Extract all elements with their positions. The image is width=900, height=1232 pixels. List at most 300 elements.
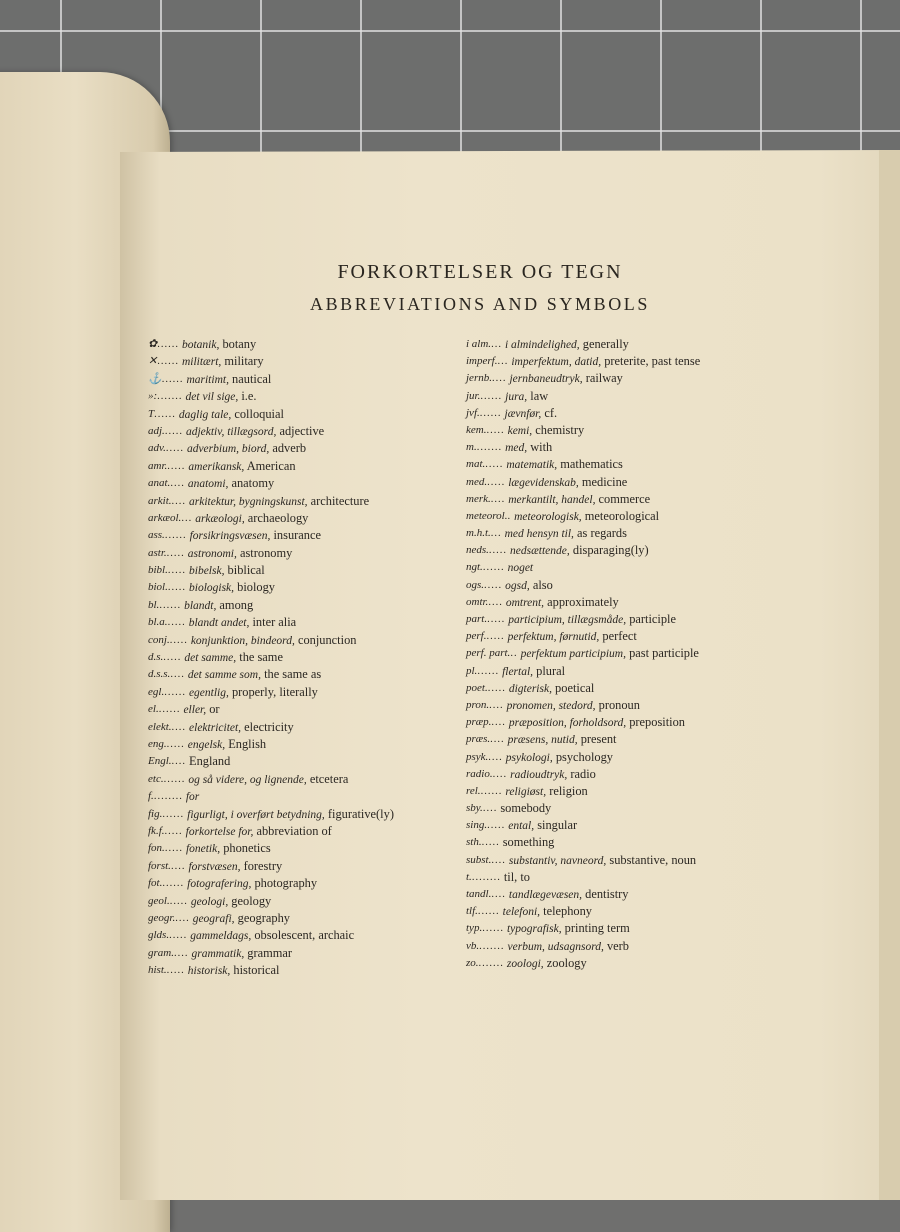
definition	[503, 834, 555, 851]
english-definition: as regards	[573, 526, 627, 541]
definition	[505, 439, 552, 456]
english-definition: railway	[582, 371, 623, 386]
english-definition: dentistry	[582, 887, 629, 901]
danish-definition: arkæologi,	[195, 512, 245, 525]
danish-definition: flertal,	[502, 665, 534, 678]
abbreviation: merk.	[466, 492, 491, 505]
abbreviation-entry	[466, 542, 766, 559]
leader-dots: ....	[171, 495, 187, 507]
abbreviation-entry	[148, 806, 448, 823]
english-definition: participle	[626, 612, 676, 626]
leader-dots: .....	[165, 443, 184, 455]
english-definition: the same as	[260, 667, 322, 682]
abbreviation: adj.	[148, 424, 165, 437]
definition	[191, 945, 292, 962]
abbreviation: elekt.	[148, 720, 172, 733]
definition	[187, 440, 306, 457]
abbreviation: ass.	[148, 529, 165, 542]
abbreviation-entry	[148, 684, 448, 701]
leader-dots: .......	[476, 442, 503, 454]
english-definition: insurance	[270, 528, 321, 543]
abbreviation-entry	[148, 475, 448, 492]
danish-definition: participium, tillægsmåde,	[508, 614, 627, 626]
abbreviation-entry	[466, 955, 766, 972]
abbreviation-entry	[148, 927, 448, 944]
abbreviation: poet.	[466, 681, 488, 694]
abbreviation: geogr.	[148, 911, 176, 924]
leader-dots: ......	[480, 785, 503, 797]
abbreviation: vb.	[466, 939, 480, 952]
danish-definition: fotografering,	[187, 878, 252, 891]
danish-definition: imperfektum, datid,	[511, 356, 602, 369]
definition	[508, 422, 585, 439]
english-definition: perfect	[599, 629, 637, 644]
definition	[510, 766, 596, 783]
abbreviation: jvf.	[466, 406, 480, 419]
definition	[187, 806, 394, 823]
danish-definition: lægevidenskab,	[508, 476, 579, 489]
abbreviation-entry	[466, 920, 766, 937]
danish-definition: forstvæsen,	[188, 860, 241, 873]
english-definition: with	[527, 440, 553, 455]
abbreviation-entry	[466, 611, 766, 628]
leader-dots: .....	[167, 582, 186, 594]
leader-dots: .....	[166, 965, 185, 977]
abbreviation-entry	[466, 663, 766, 680]
abbreviation-entry	[148, 388, 448, 405]
leader-dots: ....	[488, 751, 503, 763]
abbreviation: ✕	[148, 355, 158, 368]
definition	[186, 423, 324, 440]
abbreviation-entry	[148, 858, 448, 875]
definition	[195, 510, 308, 527]
leader-dots: ......	[477, 906, 500, 918]
abbreviation-entry	[466, 594, 766, 611]
leader-dots: .....	[486, 631, 505, 643]
definition	[509, 370, 622, 387]
abbreviation: geol.	[148, 894, 170, 907]
danish-definition: det samme som,	[187, 669, 261, 682]
leader-dots: .....	[484, 579, 503, 591]
abbreviation-entry	[148, 510, 448, 527]
definition	[179, 406, 284, 423]
abbreviation: zo.	[466, 956, 479, 969]
definition	[509, 680, 594, 697]
danish-definition: telefoni,	[502, 906, 541, 919]
english-definition: mathematics	[557, 457, 623, 472]
abbreviation-entry	[148, 701, 448, 718]
abbreviation: pron.	[466, 698, 490, 711]
abbreviation-entry	[148, 632, 448, 649]
definition	[189, 753, 230, 770]
leader-dots: ......	[158, 704, 181, 716]
abbreviation-entry	[466, 903, 766, 920]
leader-dots: .....	[163, 652, 182, 664]
danish-definition: elektricitet,	[189, 721, 242, 734]
leader-dots: ...	[490, 528, 502, 540]
leader-dots: .....	[164, 843, 183, 855]
abbreviation-entry	[466, 817, 766, 834]
abbreviation-entry	[466, 456, 766, 473]
abbreviation: subst.	[466, 853, 492, 866]
english-definition: American	[244, 458, 296, 473]
abbreviation: radio.	[466, 767, 493, 780]
abbreviation-entry	[148, 649, 448, 666]
abbreviation-entry	[466, 370, 766, 387]
definition	[508, 938, 630, 955]
english-definition: phonetics	[220, 841, 271, 856]
danish-definition: for	[185, 791, 200, 804]
english-definition: chemistry	[532, 422, 585, 437]
leader-dots: ....	[488, 596, 503, 608]
leader-dots: ....	[490, 493, 506, 505]
abbreviation-entry	[148, 336, 448, 353]
danish-definition: digterisk,	[508, 682, 552, 695]
abbreviation-entry	[466, 388, 766, 405]
page-right-edge	[879, 150, 900, 1200]
english-definition: preterite, past tense	[601, 354, 701, 369]
english-definition: archaeology	[244, 510, 309, 525]
english-definition: zoology	[543, 955, 587, 970]
abbreviation: etc.	[148, 772, 164, 785]
abbreviation: i alm.	[466, 338, 492, 350]
english-definition: biblical	[224, 563, 265, 578]
leader-dots: ....	[491, 717, 506, 729]
danish-definition: med,	[505, 442, 528, 455]
abbreviation: eng.	[148, 737, 167, 750]
english-definition: biology	[234, 580, 276, 595]
danish-definition: nedsættende,	[510, 545, 570, 558]
leader-dots: ........	[153, 791, 183, 803]
leader-dots: .....	[169, 930, 188, 942]
definition	[502, 663, 565, 680]
abbreviation: kem.	[466, 423, 487, 436]
abbreviation: »:	[148, 390, 158, 403]
danish-definition: jævnfør,	[504, 407, 542, 420]
danish-definition: perfektum, førnutid,	[507, 631, 600, 644]
definition	[188, 545, 293, 562]
abbreviation: glds.	[148, 929, 170, 942]
english-definition: conjunction	[294, 632, 357, 647]
abbreviation: bl.a.	[148, 616, 168, 629]
danish-definition: forsikringsvæsen,	[189, 530, 271, 543]
danish-definition: amerikansk,	[188, 460, 245, 473]
english-definition: adverb	[269, 441, 307, 456]
leader-dots: .......	[157, 391, 183, 403]
abbreviation-entry	[148, 910, 448, 927]
abbreviation-entry	[466, 714, 766, 731]
english-definition: present	[577, 732, 617, 747]
english-definition: botany	[219, 337, 257, 351]
leader-dots: ....	[175, 912, 190, 924]
definition	[188, 858, 282, 875]
abbreviation-entry	[466, 766, 766, 783]
page-title-danish: FORKORTELSER OG TEGN	[337, 261, 623, 283]
definition	[507, 955, 587, 972]
danish-definition: geografi,	[192, 912, 235, 925]
definition	[508, 611, 676, 628]
english-definition: nautical	[228, 371, 272, 386]
leader-dots: .....	[487, 682, 506, 694]
danish-definition: fonetik,	[185, 843, 221, 856]
danish-definition: verbum, udsagnsord,	[507, 940, 604, 953]
abbreviation: m.h.t.	[466, 527, 491, 540]
definition	[182, 353, 264, 370]
abbreviation-entry	[148, 353, 448, 370]
danish-definition: figurligt, i overført betydning,	[187, 808, 325, 821]
abbreviation-entry	[148, 962, 448, 979]
leader-dots: .....	[167, 565, 186, 577]
abbreviation: ogs.	[466, 578, 485, 591]
abbreviation-entry	[148, 788, 448, 805]
danish-definition: arkitektur, bygningskunst,	[189, 495, 308, 508]
leader-dots: .....	[167, 617, 186, 629]
danish-definition: typografisk,	[506, 923, 562, 936]
definition	[189, 684, 318, 701]
danish-definition: ental,	[508, 820, 535, 833]
english-definition: til, to	[503, 869, 530, 884]
leader-dots: .....	[166, 547, 185, 559]
english-definition: etcetera	[306, 771, 349, 786]
english-definition: religion	[546, 783, 588, 798]
definition	[190, 527, 321, 544]
abbreviation-entry	[148, 840, 448, 857]
danish-definition: geologi,	[190, 895, 229, 908]
leader-dots: ......	[480, 390, 503, 402]
definition	[511, 353, 700, 370]
danish-definition: perfektum participium,	[520, 648, 626, 661]
abbreviation-entry	[148, 875, 448, 892]
leader-dots: .....	[169, 895, 188, 907]
english-definition: England	[189, 754, 231, 769]
english-definition: somebody	[500, 801, 552, 816]
definition	[505, 783, 587, 800]
definition	[505, 336, 629, 353]
abbreviation-entry	[466, 783, 766, 800]
english-definition: medicine	[578, 474, 628, 489]
english-definition: astronomy	[236, 545, 293, 560]
english-definition: among	[216, 597, 254, 612]
abbreviation-entry	[466, 508, 766, 525]
page-title-english: ABBREVIATIONS AND SYMBOLS	[309, 294, 651, 314]
abbreviation-entry	[148, 597, 448, 614]
english-definition: pronoun	[595, 697, 640, 712]
leader-dots: ....	[170, 478, 185, 490]
abbreviation: præp.	[466, 716, 492, 729]
english-definition: plural	[533, 663, 566, 678]
definition	[190, 927, 354, 944]
definition	[186, 788, 199, 805]
english-definition: meteorological	[581, 508, 660, 523]
abbreviation: adv.	[148, 442, 166, 455]
abbreviation-entry	[148, 458, 448, 475]
definition	[188, 771, 348, 788]
abbreviation: fig.	[148, 807, 163, 820]
definition	[508, 559, 534, 576]
danish-definition: jura,	[505, 390, 528, 403]
abbreviation-entry	[466, 869, 766, 886]
definition	[188, 666, 321, 683]
danish-definition: meteorologisk,	[514, 510, 582, 523]
abbreviation: forst.	[148, 859, 171, 872]
abbreviation: Engl.	[148, 755, 172, 768]
english-definition: military	[221, 354, 264, 369]
abbreviation: præs.	[466, 733, 491, 746]
danish-definition: adjektiv, tillægsord,	[185, 425, 277, 438]
leader-dots: ......	[164, 530, 187, 542]
abbreviation-entry	[148, 440, 448, 457]
definition	[509, 714, 685, 731]
abbreviation-entry	[466, 834, 766, 851]
english-definition: anatomy	[228, 476, 275, 491]
abbreviation: med.	[466, 475, 488, 488]
abbreviation: perf. part.	[466, 647, 511, 660]
abbreviation: perf.	[466, 630, 487, 643]
english-definition: also	[529, 577, 553, 592]
english-definition: poetical	[551, 680, 595, 695]
abbreviation: d.s.	[148, 651, 164, 664]
leader-dots: .....	[487, 820, 506, 832]
leader-dots: ......	[161, 373, 184, 385]
abbreviation-entry	[466, 628, 766, 645]
danish-definition: omtrent,	[505, 596, 545, 609]
english-definition: abbreviation of	[253, 823, 332, 838]
abbreviation: tlf.	[466, 905, 478, 918]
abbreviation: fk.f.	[148, 824, 165, 837]
leader-dots: ......	[162, 878, 185, 890]
english-definition: disparaging(ly)	[569, 543, 649, 558]
definition	[506, 594, 619, 611]
danish-definition: grammatik,	[191, 947, 245, 960]
leader-dots: ....	[173, 947, 189, 959]
english-definition: properly, literally	[228, 684, 318, 699]
english-definition: obsolescent, archaic	[251, 928, 355, 943]
danish-definition: blandt andet,	[188, 617, 250, 630]
definition	[510, 542, 649, 559]
danish-definition: konjunktion, bindeord,	[190, 634, 295, 647]
leader-dots: ......	[482, 923, 504, 935]
abbreviation: ⚓	[148, 372, 162, 385]
english-definition: architecture	[307, 493, 370, 508]
abbreviation-entry	[148, 736, 448, 753]
abbreviation-entry	[148, 579, 448, 596]
abbreviation: conj.	[148, 633, 170, 646]
abbreviation: t.	[466, 870, 472, 883]
abbreviation-entry	[148, 493, 448, 510]
abbreviation: f.	[148, 790, 154, 803]
leader-dots: ....	[491, 854, 506, 866]
abbreviation-entry	[466, 353, 766, 370]
english-definition: singular	[534, 818, 578, 833]
abbreviation: sing.	[466, 819, 488, 832]
definition	[505, 405, 558, 422]
abbreviation-entry	[466, 525, 766, 542]
definition	[187, 875, 317, 892]
abbreviation: fon.	[148, 842, 165, 855]
abbreviation-entry	[148, 719, 448, 736]
english-definition: inter alia	[249, 615, 297, 630]
abbreviation: arkit.	[148, 494, 172, 507]
abbreviation-entry	[148, 945, 448, 962]
abbreviation-entry	[466, 336, 766, 353]
definition	[186, 823, 332, 840]
english-definition: telephony	[540, 904, 593, 919]
english-definition: adjective	[276, 423, 325, 438]
danish-definition: historisk,	[187, 965, 231, 978]
definition	[191, 893, 271, 910]
danish-definition: ogsd,	[505, 579, 530, 592]
abbreviation-entry	[148, 545, 448, 562]
leader-dots: ....	[170, 669, 185, 681]
english-definition: substantive, noun	[606, 852, 697, 867]
danish-definition: merkantilt, handel,	[508, 493, 596, 506]
definition	[182, 336, 256, 353]
abbreviation: anat.	[148, 477, 171, 490]
danish-definition: anatomi,	[187, 478, 229, 491]
abbreviation: gram.	[148, 946, 174, 959]
danish-definition: substantiv, navneord,	[508, 854, 607, 867]
abbreviation-entry	[466, 559, 766, 576]
abbreviation-list-left	[148, 336, 448, 979]
leader-dots: .......	[479, 940, 505, 952]
abbreviation-entry	[466, 491, 766, 508]
danish-definition: egentlig,	[188, 686, 229, 699]
english-definition: photography	[251, 876, 318, 891]
danish-definition: daglig tale,	[178, 408, 232, 421]
abbreviation: jernb.	[466, 372, 492, 385]
abbreviation-entry	[148, 614, 448, 631]
english-definition: forestry	[240, 858, 283, 873]
abbreviation: mat.	[466, 458, 486, 471]
abbreviation-entry	[148, 771, 448, 788]
english-definition: grammar	[244, 945, 293, 960]
abbreviation-entry	[148, 406, 448, 423]
definition	[506, 456, 623, 473]
leader-dots: ....	[489, 699, 504, 711]
abbreviation: part.	[466, 613, 488, 625]
english-definition: approximately	[544, 594, 619, 609]
danish-definition: religiøst,	[505, 785, 547, 798]
leader-dots: ......	[157, 356, 179, 368]
danish-definition: militært,	[181, 356, 222, 369]
danish-definition: adverbium, biord,	[186, 443, 270, 456]
abbreviation-entry	[466, 439, 766, 456]
english-definition: electricity	[241, 719, 294, 734]
abbreviation: omtr.	[466, 595, 489, 608]
leader-dots: .....	[487, 614, 506, 625]
abbreviation: bl.	[148, 598, 160, 611]
abbreviation: meteorol.	[466, 509, 508, 522]
english-definition: commerce	[595, 491, 651, 506]
abbreviation: sth.	[466, 836, 482, 849]
abbreviation: fot.	[148, 877, 163, 890]
abbreviation-entry	[148, 893, 448, 910]
definition	[189, 579, 275, 596]
definition	[508, 474, 627, 491]
danish-definition: og så videre, og lignende,	[188, 773, 307, 786]
definition	[186, 371, 271, 388]
english-definition: generally	[579, 337, 629, 351]
abbreviation: m.	[466, 441, 477, 454]
definition	[508, 817, 577, 834]
abbreviation: imperf.	[466, 355, 498, 368]
english-definition: psychology	[552, 749, 613, 764]
leader-dots: ....	[170, 860, 186, 872]
leader-dots: ......	[162, 808, 185, 820]
definition	[514, 508, 659, 525]
danish-definition: maritimt,	[186, 373, 229, 386]
danish-definition: det vil sige,	[185, 391, 239, 404]
